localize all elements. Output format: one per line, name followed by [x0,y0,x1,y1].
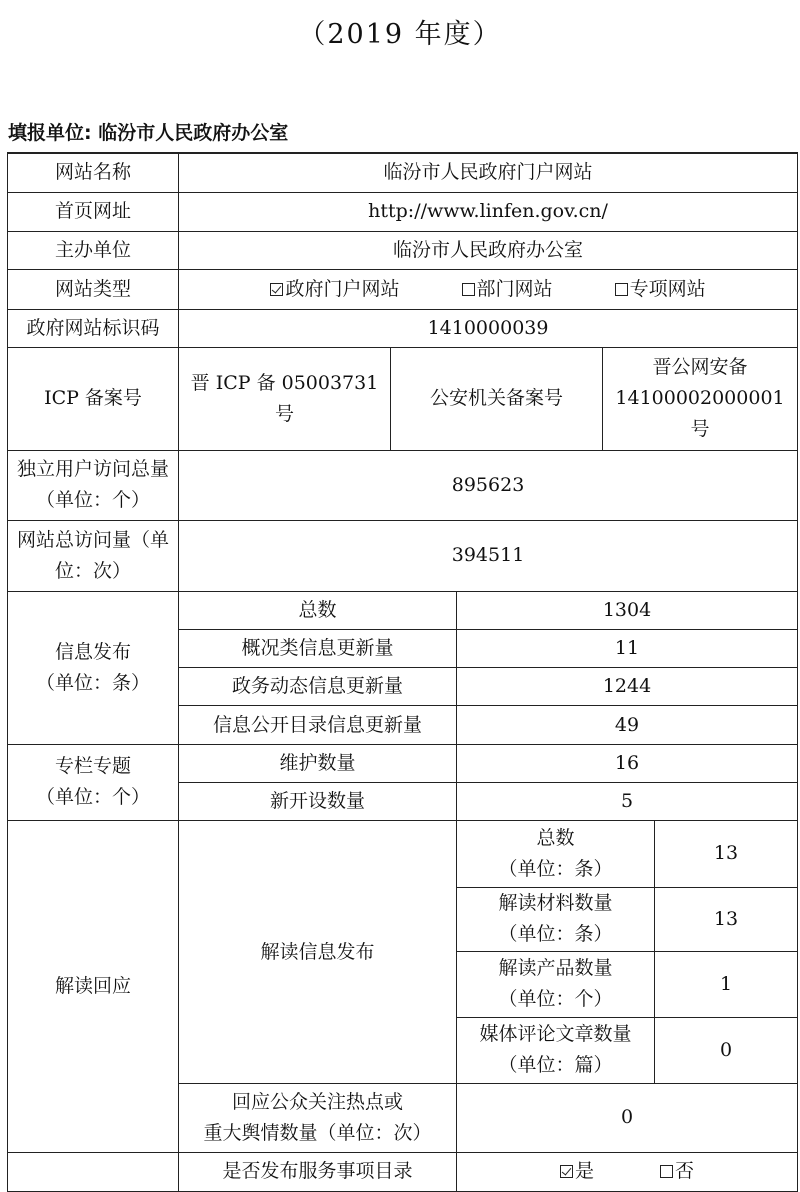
icp-row [8,347,798,450]
columns-group-unit: （单位：个） [35,786,150,809]
reporting-unit: 填报单位: 临汾市人民政府办公室 [8,122,289,144]
interpretation-item-value: 0 [655,1017,798,1083]
columns-value: 5 [457,782,798,820]
unchecked-checkbox-icon [660,1165,673,1178]
interpretation-item-unit: （单位：个） [498,988,613,1011]
interpretation-item-label: 解读材料数量 [498,892,613,915]
info-publish-group-unit: （单位：条） [35,671,150,694]
interpretation-item-unit: （单位：条） [498,923,613,946]
service-no-label: 否 [675,1160,695,1183]
interpretation-item [457,952,655,1017]
total-visits-label: 网站总访问量（单位：次） [8,521,179,592]
interpretation-row [8,821,798,887]
response-value: 0 [457,1084,798,1152]
service-row [8,1152,798,1191]
service-options [457,1152,798,1191]
response-label-line: 回应公众关注热点或 [231,1090,403,1113]
info-publish-group [8,591,179,744]
info-publish-value: 1304 [457,591,798,629]
sponsor-value: 临汾市人民政府办公室 [179,232,798,270]
type-option-department [462,274,553,305]
interpretation-group-label: 解读回应 [8,821,179,1152]
service-blank-cell [8,1152,179,1191]
type-option-portal-label: 政府门户网站 [285,277,400,300]
checked-checkbox-icon [270,283,283,296]
sponsor-row [8,232,798,270]
site-name-row [8,153,798,192]
site-id-label: 政府网站标识码 [8,309,179,347]
site-url-row [8,192,798,231]
interpretation-item-unit: （单位：篇） [498,1054,613,1077]
unchecked-checkbox-icon [615,283,628,296]
info-publish-label: 总数 [179,591,457,629]
interpretation-item-unit: （单位：条） [498,857,613,880]
checked-checkbox-icon [560,1165,573,1178]
columns-group [8,744,179,821]
interpretation-item-label: 媒体评论文章数量 [479,1023,632,1046]
site-type-row [8,270,798,309]
info-publish-group-label: 信息发布 [54,640,131,663]
type-option-department-label: 部门网站 [476,277,553,300]
type-option-special [615,274,706,305]
info-publish-label: 信息公开目录信息更新量 [179,706,457,744]
site-name-label: 网站名称 [8,153,179,192]
site-id-row [8,309,798,347]
service-option-no [660,1156,694,1187]
response-label [179,1084,457,1152]
interpretation-item-value: 1 [655,952,798,1017]
interpretation-item [457,1017,655,1083]
total-visits-row [8,521,798,592]
interpretation-item-value: 13 [655,887,798,951]
total-visits-value: 394511 [179,521,798,592]
info-publish-label: 概况类信息更新量 [179,629,457,667]
interpretation-item-label: 总数 [536,826,575,849]
info-publish-value: 1244 [457,668,798,706]
unique-visitors-value: 895623 [179,450,798,521]
unique-visitors-row [8,450,798,521]
interpretation-item [457,821,655,887]
site-id-value: 1410000039 [179,309,798,347]
info-publish-value: 11 [457,629,798,667]
annual-report-table [7,152,798,1192]
site-url-label: 首页网址 [8,192,179,231]
unique-visitors-label: 独立用户访问总量（单位：个） [8,450,179,521]
type-option-special-label: 专项网站 [629,277,706,300]
service-label: 是否发布服务事项目录 [179,1152,457,1191]
site-name-value: 临汾市人民政府门户网站 [179,153,798,192]
icp-label: ICP 备案号 [8,347,179,450]
site-type-label: 网站类型 [8,270,179,309]
info-publish-row [8,591,798,629]
interpretation-item [457,887,655,951]
info-publish-label: 政务动态信息更新量 [179,668,457,706]
columns-value: 16 [457,744,798,782]
police-record-value: 晋公网安备 14100002000001 号 [603,347,798,450]
columns-label: 维护数量 [179,744,457,782]
icp-value: 晋 ICP 备 05003731 号 [179,347,391,450]
response-label-line: 重大舆情数量（单位：次） [203,1121,432,1144]
year-title: （2019 年度） [298,19,502,50]
unchecked-checkbox-icon [462,283,475,296]
columns-row [8,744,798,782]
sponsor-label: 主办单位 [8,232,179,270]
info-publish-value: 49 [457,706,798,744]
interpretation-item-label: 解读产品数量 [498,957,613,980]
columns-label: 新开设数量 [179,782,457,820]
interpretation-item-value: 13 [655,821,798,887]
service-option-yes [560,1156,594,1187]
site-type-options [179,270,798,309]
interpretation-sub-label: 解读信息发布 [179,821,457,1084]
service-yes-label: 是 [574,1160,594,1183]
police-record-label: 公安机关备案号 [391,347,603,450]
type-option-portal [270,274,399,305]
columns-group-label: 专栏专题 [54,755,131,778]
site-url-value: http://www.linfen.gov.cn/ [179,192,798,231]
